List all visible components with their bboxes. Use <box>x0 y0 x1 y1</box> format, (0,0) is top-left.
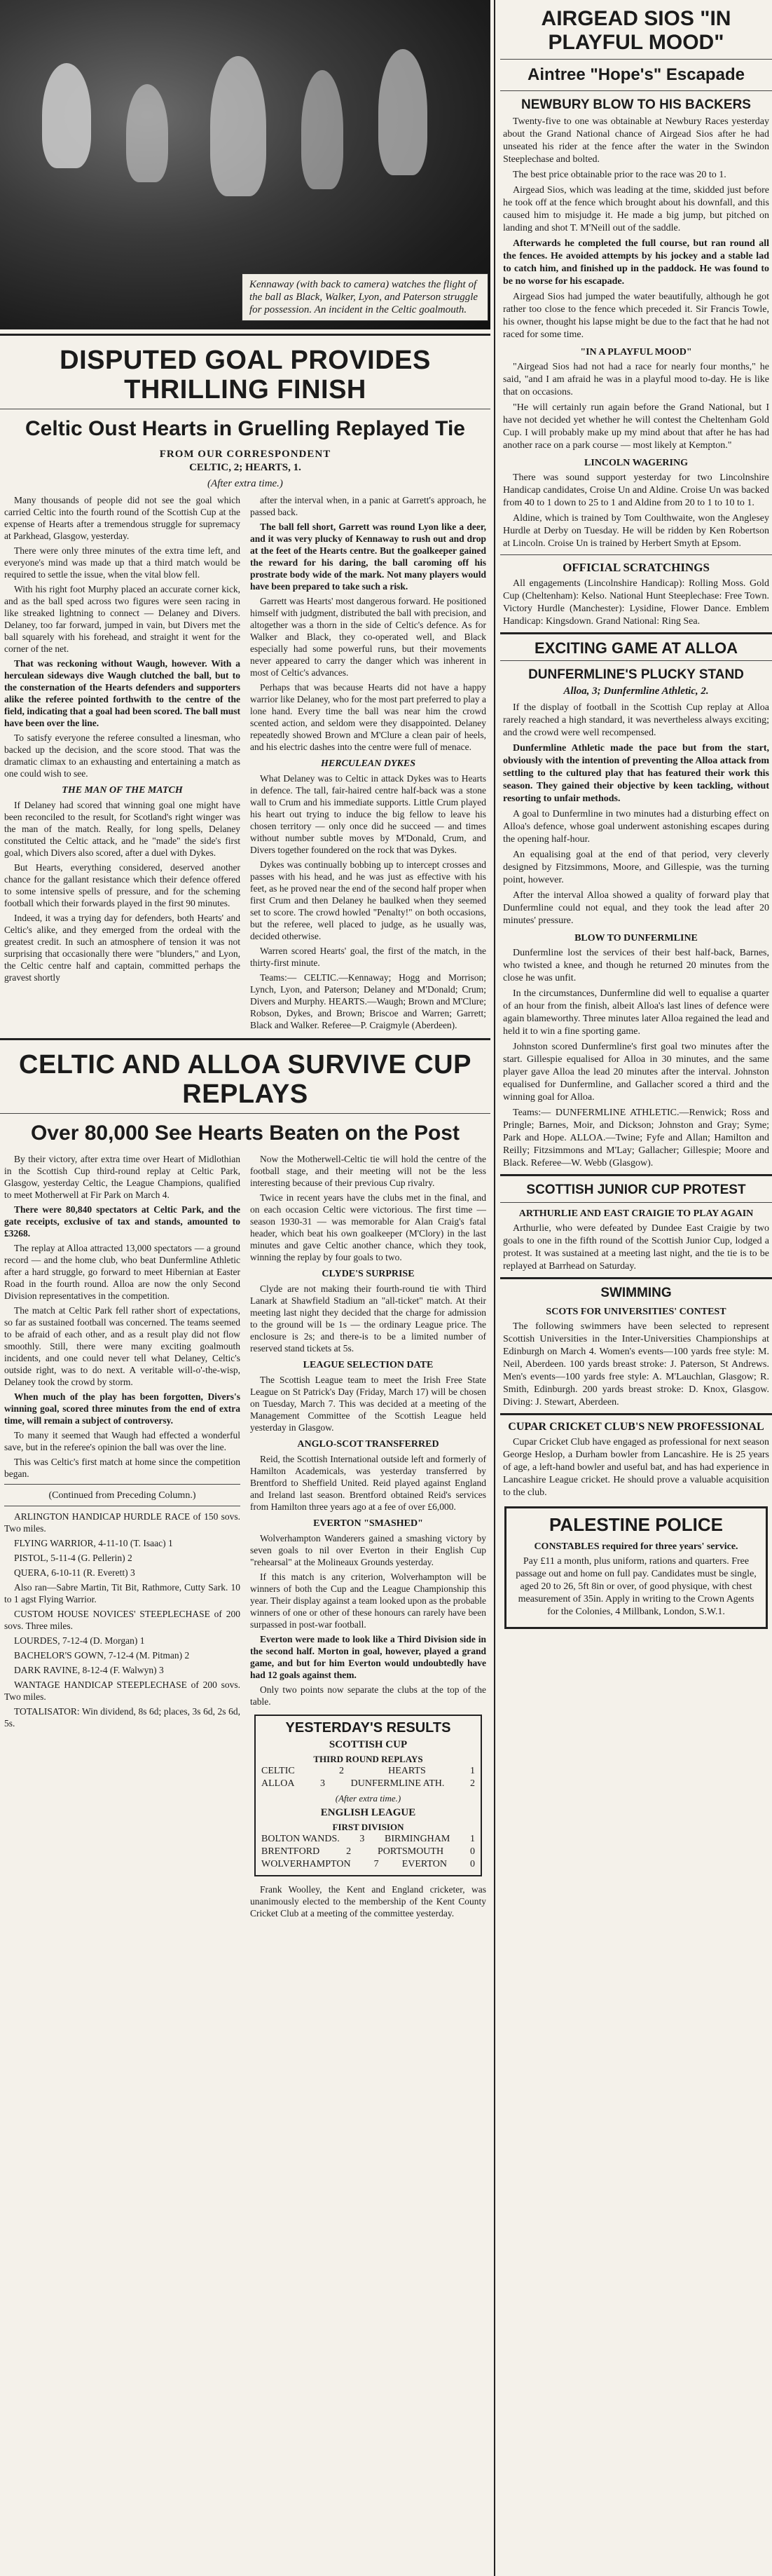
hearts-score: CELTIC, 2; HEARTS, 1. <box>189 462 301 473</box>
paragraph: To satisfy everyone the referee consulted a linesman, who backed up the decision, and the score stood. That was the dramatic climax to an exhausting and entertaining a match as one could wish to see. <box>4 732 240 779</box>
teams-list: Teams:— DUNFERMLINE ATHLETIC.—Renwick; Ross and Pringle; Barnes, Moir, and Dickson; Johnston and Gray; Syme; Park and Hope. ALLOA.—Twine; Fyfe and Allan; Hamilton and Reilly; Fitzsimmons and M'Lay; Gallacher; Gillespie; Moore and Black. Referee—W. Webb (Glasgow). <box>503 1108 769 1168</box>
police-title: PALESTINE POLICE <box>549 1514 723 1535</box>
race-result: CUSTOM HOUSE NOVICES' STEEPLECHASE of 200 sovs. Three miles. <box>4 1609 240 1631</box>
alloa-col-2 <box>250 1153 486 1922</box>
paragraph: But Hearts, everything considered, deserved another chance for the gallant resistance which their defence offered to some intensive spells of pressure, and for the scheming football which their forwards played in the first 90 minutes. <box>4 862 240 908</box>
paragraph: That was reckoning without Waugh, however. With a herculean sideways dive Waugh clutched the ball, but to the consternation of the Hearts defenders and supporters alike the referee pointed forthwith to the centre of the field, indicating that a goal had been scored. The ball must have been over the line. <box>4 658 240 728</box>
race-result: DARK RAVINE, 8-12-4 (F. Walwyn) 3 <box>14 1665 164 1675</box>
results-note: (After extra time.) <box>335 1793 401 1804</box>
alloa-subhead: Over 80,000 See Hearts Beaten on the Post <box>31 1122 460 1145</box>
paragraph: An equalising goal at the end of that period, very cleverly designed by Fitzsimmons, Moore, and Gillespie, was the turning point, however. <box>503 850 769 885</box>
race-result: FLYING WARRIOR, 4-11-10 (T. Isaac) 1 <box>14 1538 173 1548</box>
alloa-col-1 <box>4 1153 240 1922</box>
police-sub: CONSTABLES required for three years' service. <box>534 1541 738 1552</box>
paragraph: The Scottish League team to meet the Irish Free State League on St Patrick's Day (Friday, March 17) will be chosen on Tuesday, March 7. This was decided at a meeting of the Management Committee of the Scottish League held yesterday in Glasgow. <box>250 1375 486 1433</box>
swimming-title: SWIMMING <box>600 1286 672 1300</box>
alloa-body <box>0 1153 490 1922</box>
section-subhead: CLYDE'S SURPRISE <box>322 1269 415 1279</box>
hearts-subhead: Celtic Oust Hearts in Gruelling Replayed Tie <box>25 417 465 440</box>
paragraph: Dunfermline Athletic made the pace but from the start, obviously with the intention of preventing the Alloa attack from settling to the cultured play that has featured their work this season. They gained their objective by keen tackling, without resorting to unfair methods. <box>503 743 769 804</box>
paragraph: after the interval when, in a panic at Garrett's approach, he passed back. <box>250 495 486 517</box>
result-row: WOLVERHAMPTON 7 EVERTON 0 <box>261 1859 475 1869</box>
paragraph: The replay at Alloa attracted 13,000 spectators — a ground record — and the home club, who beat Dunfermline Athletic after a hard struggle, go forward to meet Hibernian at Easter Road in the fourth round. Alloa are now the only Second Division representatives in the competition. <box>4 1243 240 1301</box>
junior-headline: SCOTTISH JUNIOR CUP PROTEST <box>526 1183 746 1197</box>
race-result: TOTALISATOR: Win dividend, 8s 6d; places, 3s 6d, 2s 6d, 5s. <box>4 1706 240 1729</box>
race-result: ARLINGTON HANDICAP HURDLE RACE of 150 sovs. Two miles. <box>4 1511 240 1534</box>
section-subhead: LINCOLN WAGERING <box>584 458 688 468</box>
paragraph: After the interval Alloa showed a quality of forward play that Dunfermline could not equal, and they took the lead after 20 minutes' pressure. <box>503 890 769 926</box>
paragraph: The best price obtainable prior to the race was 20 to 1. <box>513 170 726 180</box>
police-advert <box>504 1506 768 1629</box>
paragraph: Reid, the Scottish International outside left and formerly of Hamilton Academicals, was yesterday transferred by Brentford to Sheffield United. Reid played against England and Ireland last season. Brentford obtained Reid's services from Hamilton three years ago at a fee of over £6,000. <box>250 1454 486 1512</box>
hearts-score-note: (After extra time.) <box>207 478 283 489</box>
section-subhead: THE MAN OF THE MATCH <box>62 785 183 796</box>
race-result: QUERA, 6-10-11 (R. Everett) 3 <box>14 1567 135 1578</box>
paragraph: To many it seemed that Waugh had effected a wonderful save, but in the referee's opinion the ball was over the line. <box>4 1430 240 1452</box>
race-result: LOURDES, 7-12-4 (D. Morgan) 1 <box>14 1635 145 1646</box>
race-result: Also ran—Sabre Martin, Tit Bit, Rathmore, Cutty Sark. 10 to 1 agst Flying Warrior. <box>4 1582 240 1604</box>
paragraph: By their victory, after extra time over Heart of Midlothian in the Scottish Cup third-round replay at Celtic Park, Glasgow, yesterday Celtic, the League Champions, qualified to meet Motherwell at Fir Park on March 4. <box>4 1154 240 1200</box>
alloa-game-headline: EXCITING GAME AT ALLOA <box>534 639 738 657</box>
right-section <box>500 0 772 1636</box>
paragraph: When much of the play has been forgotten, Divers's winning goal, scored three minutes from the end of extra time, will remain a subject of controversy. <box>4 1391 240 1426</box>
paragraph: "He will certainly run again before the Grand National, but I have not decided yet whether he will contest the Cheltenham Gold Cup. I will probably make up my mind about that after he has had another race on a park course — most likely at Kempton." <box>503 402 769 451</box>
results-title: YESTERDAY'S RESULTS <box>285 1720 451 1736</box>
paragraph: Airgead Sios, which was leading at the time, skidded just before he took off at the fence which brought about his downfall, and this caused him to misjudge it. He made a big jump, but pitched on landing and shot T. M'Neill out of the saddle. <box>503 185 769 233</box>
paragraph: Airgead Sios had jumped the water beautifully, although he got rather too close to the fence which preceded it. Sir Francis Towle, his owner, thought his lapse might be due to the fact that he had not raced for some time. <box>503 292 769 340</box>
swimming-text: The following swimmers have been selected to represent Scottish Universities in the Inter-Universities Championships at Edinburgh on March 4. Women's events—100 yards free style: M. Neil, Aberdeen. 100 yards breast stroke: J. Paterson, St Andrews. Men's events—100 yards free style: A. M'Lauchlan, Glasgow; R. Smith, Edinburgh. 200 yards breast stroke: D. Knox, Glasgow. Diving: J. Stewart, Aberdeen. <box>503 1321 769 1408</box>
results-cup-title: SCOTTISH CUP <box>329 1739 408 1750</box>
cricket-note: Frank Woolley, the Kent and England cricketer, was unanimously elected to the membership of the Kent County Cricket Club at a meeting of the committee yesterday. <box>250 1884 486 1919</box>
paragraph: Only two points now separate the clubs at the top of the table. <box>250 1684 486 1707</box>
hearts-byline: FROM OUR CORRESPONDENT <box>159 449 331 460</box>
paragraph: The ball fell short, Garrett was round Lyon like a deer, and it was very plucky of Kennaway to rush out and drop at the feet of the Hearts centre. But the goalkeeper gained the reward for his daring, the ball caroming off his prostrate body wide of the mark. Not many players would have been prepared to take such a risk. <box>250 522 486 592</box>
paragraph: Clyde are not making their fourth-round tie with Third Lanark at Shawfield Stadium an "all-ticket" match. At their meeting last night they decided that the charge for admission to the ground will be 1s — the ordinary League price. The enclosure is 2s; and there-is to be a limited number of reserved stand tickets at 5s. <box>250 1283 486 1354</box>
paragraph: Dunfermline lost the services of their best half-back, Barnes, who twisted a knee, and though he returned 20 minutes from the close he was unfit. <box>503 948 769 983</box>
section-subhead: "IN A PLAYFUL MOOD" <box>580 347 692 357</box>
result-row: BOLTON WANDS. 3 BIRMINGHAM 1 <box>261 1834 475 1844</box>
paragraph: Now the Motherwell-Celtic tie will hold the centre of the football stage, and their meeting will not be the less interesting because of their previous Cup rivalry. <box>250 1154 486 1188</box>
paragraph: "Airgead Sios had not had a race for nearly four months," he said, "and I am afraid he was in a playful mood to-day. He is like that on occasions. <box>503 362 769 397</box>
left-section <box>0 0 490 1922</box>
paragraph: Twice in recent years have the clubs met in the final, and on each occasion Celtic were victorious. The first time — season 1930-31 — was memorable for Alan Craig's fatal header, which beat his own goalkeeper (M'Clory) in the last minutes and gave Celtic another chance, which they took, winning the replay by four goals to two. <box>250 1192 486 1262</box>
paragraph: In the circumstances, Dunfermline did well to equalise a quarter of an hour from the finish, albeit Alloa's last lines of defence were again blameworthy. Three minutes later Alloa regained the lead and held it to win a fine sporting game. <box>503 988 769 1037</box>
airgead-subhead: Aintree "Hope's" Escapade <box>528 65 745 84</box>
paragraph: A goal to Dunfermline in two minutes had a disturbing effect on Alloa's defence, whose goal underwent astonishing escapes during the opening half-hour. <box>503 809 769 845</box>
hearts-body <box>0 494 490 1034</box>
result-row: BRENTFORD 2 PORTSMOUTH 0 <box>261 1846 475 1857</box>
race-result: PISTOL, 5-11-4 (G. Pellerin) 2 <box>14 1553 132 1563</box>
airgead-headline: AIRGEAD SIOS "IN PLAYFUL MOOD" <box>541 7 731 54</box>
section-subhead: HERCULEAN DYKES <box>321 758 415 769</box>
paragraph: If the display of football in the Scottish Cup replay at Alloa rarely reached a high standard, it was nevertheless always exciting; and the crowd were well recompensed. <box>503 702 769 738</box>
teams-list: Teams:— CELTIC.—Kennaway; Hogg and Morrison; Lynch, Lyon, and Paterson; Delaney and M'Donald; Crum; Divers and Murphy. HEARTS.—Waugh; Brown and M'Clure; Robson, Dykes, and Brown; Briscoe and Warren; Garrett; Black and Walker. Referee—P. Craigmyle (Aberdeen). <box>250 972 486 1030</box>
paragraph: Everton were made to look like a Third Division side in the second half. Morton in goal, however, played a grand game, and but for him Everton would undoubtedly have had 12 goals against them. <box>250 1634 486 1680</box>
paragraph: There were only three minutes of the extra time left, and everyone's mind was made up that a third match would be required to settle the issue, when the vital blow fell. <box>4 545 240 580</box>
section-subhead: LEAGUE SELECTION DATE <box>303 1360 434 1370</box>
results-cup-sub: THIRD ROUND REPLAYS <box>313 1754 423 1764</box>
results-league-sub: FIRST DIVISION <box>332 1822 404 1832</box>
match-photo <box>0 0 490 329</box>
alloa-game-score: Alloa, 3; Dunfermline Athletic, 2. <box>563 686 709 697</box>
alloa-headline: CELTIC AND ALLOA SURVIVE CUP REPLAYS <box>19 1050 471 1109</box>
paragraph: Warren scored Hearts' goal, the first of the match, in the thirty-first minute. <box>250 946 486 968</box>
paragraph: This was Celtic's first match at home since the competition began. <box>4 1457 240 1479</box>
race-result: WANTAGE HANDICAP STEEPLECHASE of 200 sovs. Two miles. <box>4 1679 240 1702</box>
results-league-title: ENGLISH LEAGUE <box>320 1807 416 1818</box>
hearts-headline: DISPUTED GOAL PROVIDES THRILLING FINISH <box>60 346 431 404</box>
paragraph: Johnston scored Dunfermline's first goal two minutes after the start. Gillespie equalised for Alloa in 30 minutes, and the same player gave Alloa the lead 20 minutes after the interval. Johnston equalised for Dunfermline, and Gallacher scored a third and the winning goal for Alloa. <box>503 1042 769 1103</box>
paragraph: Perhaps that was because Hearts did not have a happy warrior like Delaney, who for the most part preferred to play a lone hand. Every time the ball was near him the crowd scented action, and seldom were they disappointed. Delaney repeatedly showed Brown and M'Clure a clean pair of heels, and his electric dashes into the centre were full of menace. <box>250 682 486 752</box>
result-row: CELTIC 2 HEARTS 1 <box>261 1766 475 1776</box>
paragraph: Twenty-five to one was obtainable at Newbury Races yesterday about the Grand National chance of Airgead Sios after he had unseated his rider at the fence after the water in the Swindon Steeplechase and bolted. <box>503 116 769 165</box>
paragraph: Many thousands of people did not see the goal which carried Celtic into the fourth round of the Scottish Cup at the expense of Hearts after a tremendous struggle for supremacy at Parkhead, Glasgow, yesterday. <box>4 495 240 541</box>
cupar-headline: CUPAR CRICKET CLUB'S NEW PROFESSIONAL <box>508 1421 764 1433</box>
junior-subhead: ARTHURLIE AND EAST CRAIGIE TO PLAY AGAIN <box>518 1208 754 1219</box>
continued-label: (Continued from Preceding Column.) <box>48 1490 196 1501</box>
paragraph: Aldine, which is trained by Tom Coulthwaite, won the Anglesey Hurdle at Derby on Tuesday. He will be ridden by Ken Robertson at Lincoln. Croise Un is trained by Herbert Smyth at Epsom. <box>503 513 769 549</box>
paragraph: Wolverhampton Wanderers gained a smashing victory by seven goals to nil over Everton in their English Cup "rehearsal" at the Molineaux Grounds yesterday. <box>250 1533 486 1567</box>
result-row: ALLOA 3 DUNFERMLINE ATH. 2 <box>261 1778 475 1789</box>
paragraph: The match at Celtic Park fell rather short of expectations, so far as sustained football was concerned. The teams seemed to be afraid of each other, and as a result play did not flow smoothly. Still, there were many exciting goalmouth incidents, and one could never tell what Delaney, Celtic's outside right, was to do next. A veritable will-o'-the-wisp, Delaney took the crowd by storm. <box>4 1305 240 1387</box>
airgead-subhead-2: NEWBURY BLOW TO HIS BACKERS <box>521 97 751 112</box>
alloa-game-subhead: DUNFERMLINE'S PLUCKY STAND <box>528 667 744 682</box>
swimming-headline: SCOTS FOR UNIVERSITIES' CONTEST <box>546 1307 726 1317</box>
paragraph: With his right foot Murphy placed an accurate corner kick, and as the ball sped across two figures were seen racing in like streaked lightning to connect — Delaney and Divers. Delaney, too far forward, jumped in vain, but Divers met the ball squarely with his forehead, and straight it went for the corner of the net. <box>4 584 240 654</box>
paragraph: If this match is any criterion, Wolverhampton will be winners of both the Cup and the League Championship this year. Their display against a team looked upon as the probable winners of one or other of these honours can rarely have been surpassed in post-war football. <box>250 1572 486 1630</box>
paragraph: There were 80,840 spectators at Celtic Park, and the gate receipts, exclusive of tax and stands, amounted to £3268. <box>4 1204 240 1239</box>
paragraph: Dykes was continually bobbing up to intercept crosses and passes with his head, and he was just as effective with his feet, as he proved near the end of the second half proper when first Crum and then Delaney he baulked when they seemed set to score. The crowd howled "Penalty!" on both occasions, but the referee, well placed to judge, as he usually was, decided otherwise. <box>250 859 486 941</box>
hearts-col-2 <box>250 494 486 1034</box>
paragraph: If Delaney had scored that winning goal one might have been reconciled to the result, for Scotland's right winger was the man of the match. Really, for long spells, Delaney constituted the Celtic attack, and he "made" the side's first goal, which Divers also scored, after a duel with Dykes. <box>4 800 240 858</box>
scratchings-text: All engagements (Lincolnshire Handicap): Rolling Moss. Gold Cup (Cheltenham): Kelso. National Hunt Steeplechase: Free Town. Victory Hurdle (Manchester): Lysidine, Flower Dance. Emblem Handicap: Kingsdown. Grand National: Ring Sea. <box>503 578 769 627</box>
police-text: Pay £11 a month, plus uniform, rations and quarters. Free passage out and home on full pay. Candidates must be single, aged 20 to 26, 5ft 8in or over, of good physique, with chest measurement of 35in. Apply in writing to the Crown Agents for the Colonies, 4 Millbank, London, S.W.1. <box>516 1556 757 1617</box>
section-subhead: ANGLO-SCOT TRANSFERRED <box>297 1439 439 1450</box>
hearts-col-1 <box>4 494 240 1034</box>
cupar-text: Cupar Cricket Club have engaged as professional for next season George Heslop, a Durham bowler from Lancashire. He is 25 years of age, a left-hand bowler and useful bat, and has had experience in Lancashire League cricket. He should prove a valuable acquisition to the club. <box>503 1437 769 1498</box>
scratchings-title: OFFICIAL SCRATCHINGS <box>563 561 710 574</box>
race-result: BACHELOR'S GOWN, 7-12-4 (M. Pitman) 2 <box>14 1650 190 1661</box>
paragraph: There was sound support yesterday for two Lincolnshire Handicap candidates, Croise Un and Aldine. Croise Un was backed from 40 to 1 down to 25 to 1 and Aldine from 20 to 1 to 10 to 1. <box>503 472 769 508</box>
section-subhead: BLOW TO DUNFERMLINE <box>574 933 698 943</box>
paragraph: Indeed, it was a trying day for defenders, both Hearts' and Celtic's alike, and they emerged from the ordeal with the greatest credit. In such an atmosphere of tension it was not surprising that occasionally there were "blunders," and Lyon, the Celtic centre half and captain, committed perhaps the gravest shortly <box>4 913 240 983</box>
results-box <box>254 1715 482 1876</box>
column-rule <box>494 0 495 2576</box>
paragraph: Garrett was Hearts' most dangerous forward. He positioned himself with judgment, distributed the ball with precision, and altogether was a thorn in the side of Celtic's defence. As for Walker and Black, they co-operated well, and Black especially had some powerful runs, but their movements never appeared to carry the danger which was inherent in most of Celtic's advances. <box>250 596 486 678</box>
junior-text: Arthurlie, who were defeated by Dundee East Craigie by two goals to one in the fifth round of the Scottish Junior Cup, lodged a protest. It was sustained at a meeting last night, and the tie is to be replayed at Barrhead on Saturday. <box>503 1223 769 1272</box>
section-subhead: EVERTON "SMASHED" <box>313 1518 423 1529</box>
photo-caption: Kennaway (with back to camera) watches the flight of the ball as Black, Walker, Lyon, and Paterson struggle for possession. An incident in the Celtic goalmouth. <box>242 273 488 321</box>
paragraph: What Delaney was to Celtic in attack Dykes was to Hearts in defence. The tall, fair-haired centre half-back was a stone wall to Crum and his immediate supports. Little Crum played his heart out trying to induce the big fellow to leave his chosen territory — only once did he succeed — and times without number subtle moves by M'Donald, Crum, and Divers together foundered on the rock that was Dykes. <box>250 773 486 855</box>
paragraph: Afterwards he completed the full course, but ran round all the fences. He avoided attempts by his jockey and a stable lad to catch him, and finished up in the paddock. He was found to be no worse for his escapade. <box>503 238 769 287</box>
